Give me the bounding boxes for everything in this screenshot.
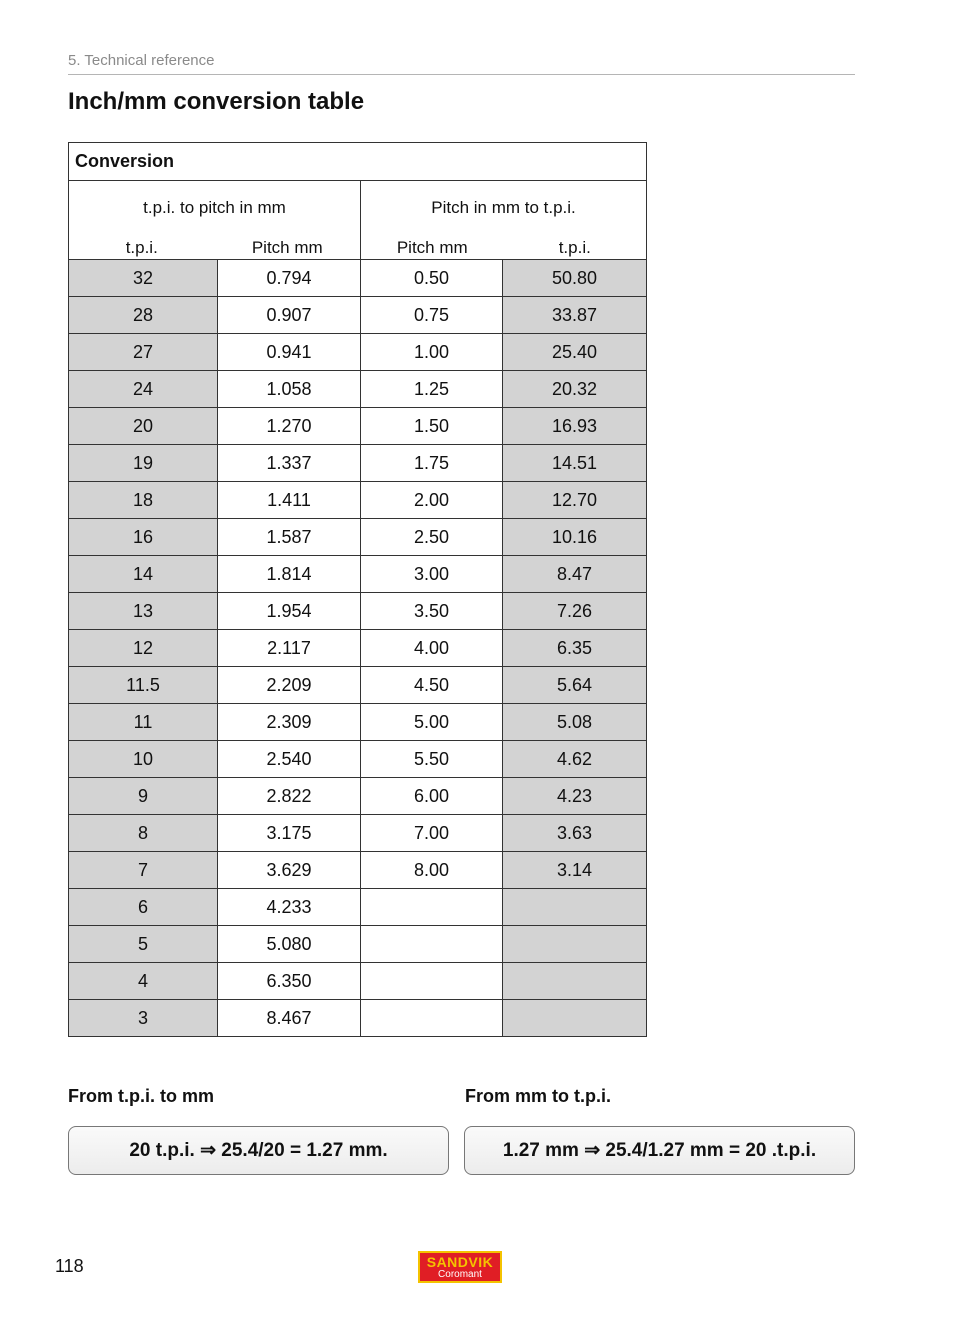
cell-tpi <box>503 963 647 1000</box>
cell-pitch-mm: 2.00 <box>361 482 503 519</box>
table-row <box>69 1000 647 1037</box>
table-row <box>69 704 647 741</box>
table-row <box>69 815 647 852</box>
section-label: 5. Technical reference <box>68 52 215 69</box>
cell-pitch-mm <box>361 889 503 926</box>
cell-tpi: 5 <box>69 926 218 963</box>
cell-pitch-mm: 3.629 <box>218 852 361 889</box>
cell-pitch-mm: 1.25 <box>361 371 503 408</box>
cell-tpi: 11 <box>69 704 218 741</box>
formula-text: 20 t.p.i. ⇒ 25.4/20 = 1.27 mm. <box>129 1140 388 1161</box>
formula-box-mm-to-tpi <box>464 1126 855 1175</box>
cell-pitch-mm: 0.75 <box>361 297 503 334</box>
formula-box-tpi-to-mm <box>68 1126 449 1175</box>
conversion-table <box>68 142 647 1037</box>
header-divider <box>68 74 855 75</box>
cell-tpi: 25.40 <box>503 334 647 371</box>
cell-pitch-mm: 1.337 <box>218 445 361 482</box>
cell-pitch-mm: 0.941 <box>218 334 361 371</box>
cell-tpi: 24 <box>69 371 218 408</box>
table-row <box>69 445 647 482</box>
cell-pitch-mm: 1.954 <box>218 593 361 630</box>
column-header-tpi: t.p.i. <box>125 238 158 257</box>
table-row <box>69 408 647 445</box>
group-title: Pitch in mm to t.p.i. <box>431 198 576 217</box>
cell-tpi: 7.26 <box>503 593 647 630</box>
cell-tpi: 8.47 <box>503 556 647 593</box>
cell-tpi: 14 <box>69 556 218 593</box>
cell-pitch-mm: 2.540 <box>218 741 361 778</box>
cell-tpi: 10 <box>69 741 218 778</box>
cell-tpi: 28 <box>69 297 218 334</box>
cell-pitch-mm <box>361 963 503 1000</box>
sandvik-coromant-logo <box>418 1251 502 1283</box>
cell-pitch-mm: 1.270 <box>218 408 361 445</box>
cell-pitch-mm: 6.00 <box>361 778 503 815</box>
cell-pitch-mm: 4.233 <box>218 889 361 926</box>
cell-tpi <box>503 889 647 926</box>
cell-tpi: 16 <box>69 519 218 556</box>
cell-pitch-mm: 8.00 <box>361 852 503 889</box>
cell-pitch-mm: 7.00 <box>361 815 503 852</box>
table-row <box>69 630 647 667</box>
group-title: t.p.i. to pitch in mm <box>143 198 286 217</box>
cell-pitch-mm: 0.50 <box>361 260 503 297</box>
cell-pitch-mm: 6.350 <box>218 963 361 1000</box>
table-row <box>69 593 647 630</box>
cell-tpi: 33.87 <box>503 297 647 334</box>
cell-tpi: 6 <box>69 889 218 926</box>
cell-pitch-mm: 5.50 <box>361 741 503 778</box>
table-row <box>69 926 647 963</box>
cell-tpi: 13 <box>69 593 218 630</box>
table-row <box>69 852 647 889</box>
cell-pitch-mm <box>361 1000 503 1037</box>
table-row <box>69 963 647 1000</box>
cell-tpi: 3.63 <box>503 815 647 852</box>
cell-tpi: 3.14 <box>503 852 647 889</box>
cell-tpi: 9 <box>69 778 218 815</box>
cell-tpi: 19 <box>69 445 218 482</box>
cell-pitch-mm: 2.309 <box>218 704 361 741</box>
example-label-mm-to-tpi: From mm to t.p.i. <box>465 1086 611 1106</box>
column-header-pitch-mm: Pitch mm <box>251 238 323 257</box>
page-title: Inch/mm conversion table <box>68 88 365 115</box>
group-header-tpi-to-mm <box>69 181 361 260</box>
cell-pitch-mm: 0.794 <box>218 260 361 297</box>
cell-pitch-mm: 4.00 <box>361 630 503 667</box>
cell-tpi: 11.5 <box>69 667 218 704</box>
table-row <box>69 260 647 297</box>
cell-tpi: 8 <box>69 815 218 852</box>
table-body <box>69 260 647 1037</box>
table-row <box>69 371 647 408</box>
cell-pitch-mm: 1.75 <box>361 445 503 482</box>
table-row <box>69 741 647 778</box>
cell-tpi <box>503 1000 647 1037</box>
cell-tpi: 10.16 <box>503 519 647 556</box>
cell-tpi: 18 <box>69 482 218 519</box>
cell-tpi: 50.80 <box>503 260 647 297</box>
cell-tpi: 7 <box>69 852 218 889</box>
cell-tpi: 4.23 <box>503 778 647 815</box>
cell-pitch-mm: 1.587 <box>218 519 361 556</box>
cell-pitch-mm: 8.467 <box>218 1000 361 1037</box>
cell-pitch-mm: 1.50 <box>361 408 503 445</box>
table-row <box>69 334 647 371</box>
column-header-tpi: t.p.i. <box>558 238 591 257</box>
cell-tpi: 14.51 <box>503 445 647 482</box>
cell-pitch-mm <box>361 926 503 963</box>
cell-tpi: 3 <box>69 1000 218 1037</box>
table-row <box>69 519 647 556</box>
column-header-pitch-mm: Pitch mm <box>396 238 468 257</box>
example-label-tpi-to-mm: From t.p.i. to mm <box>68 1086 214 1106</box>
logo-sub-text: Coromant <box>438 1268 482 1280</box>
table-row <box>69 889 647 926</box>
cell-pitch-mm: 1.814 <box>218 556 361 593</box>
table-row <box>69 778 647 815</box>
cell-tpi: 6.35 <box>503 630 647 667</box>
cell-pitch-mm: 1.00 <box>361 334 503 371</box>
cell-tpi: 16.93 <box>503 408 647 445</box>
cell-pitch-mm: 1.058 <box>218 371 361 408</box>
table-row <box>69 482 647 519</box>
cell-tpi: 20 <box>69 408 218 445</box>
cell-pitch-mm: 2.822 <box>218 778 361 815</box>
cell-pitch-mm: 2.50 <box>361 519 503 556</box>
cell-pitch-mm: 0.907 <box>218 297 361 334</box>
table-row <box>69 667 647 704</box>
cell-tpi <box>503 926 647 963</box>
cell-pitch-mm: 2.117 <box>218 630 361 667</box>
cell-pitch-mm: 3.175 <box>218 815 361 852</box>
cell-tpi: 4 <box>69 963 218 1000</box>
cell-tpi: 20.32 <box>503 371 647 408</box>
cell-pitch-mm: 3.50 <box>361 593 503 630</box>
page-number: 118 <box>55 1256 84 1276</box>
cell-pitch-mm: 5.080 <box>218 926 361 963</box>
table-caption: Conversion <box>69 143 647 181</box>
formula-text: 1.27 mm ⇒ 25.4/1.27 mm = 20 .t.p.i. <box>502 1140 817 1161</box>
table-row <box>69 556 647 593</box>
cell-tpi: 12 <box>69 630 218 667</box>
cell-tpi: 4.62 <box>503 741 647 778</box>
cell-pitch-mm: 2.209 <box>218 667 361 704</box>
cell-tpi: 12.70 <box>503 482 647 519</box>
cell-tpi: 32 <box>69 260 218 297</box>
group-header-mm-to-tpi <box>361 181 647 260</box>
cell-pitch-mm: 5.00 <box>361 704 503 741</box>
cell-pitch-mm: 3.00 <box>361 556 503 593</box>
cell-tpi: 5.64 <box>503 667 647 704</box>
cell-pitch-mm: 1.411 <box>218 482 361 519</box>
logo-brand-text: SANDVIK <box>426 1253 494 1270</box>
cell-pitch-mm: 4.50 <box>361 667 503 704</box>
cell-tpi: 5.08 <box>503 704 647 741</box>
cell-tpi: 27 <box>69 334 218 371</box>
table-row <box>69 297 647 334</box>
